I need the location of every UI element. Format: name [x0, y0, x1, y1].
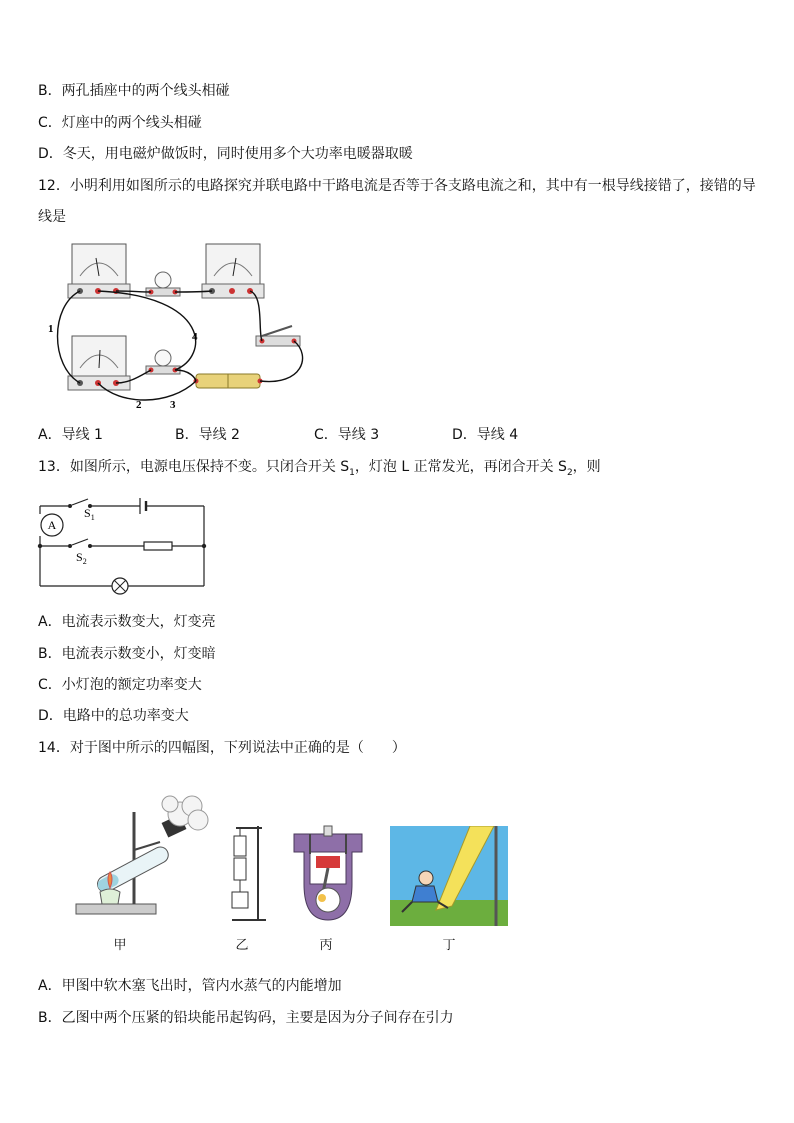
wire-label-3: 3 [170, 399, 176, 411]
option-b-prev: B．两孔插座中的两个线头相碰 [38, 83, 230, 99]
q13-option-c: C．小灯泡的额定功率变大 [38, 677, 202, 693]
figure-bing-engine [288, 824, 368, 926]
q14-option-b: B．乙图中两个压紧的铅块能吊起钩码，主要是因为分子间存在引力 [38, 1010, 454, 1026]
option-c-prev: C．灯座中的两个线头相碰 [38, 115, 202, 131]
ammeter-symbol [41, 514, 63, 536]
q12-stem-line1: 12．小明利用如图所示的电路探究并联电路中干路电流是否等于各支路电流之和，其中有一根导线接错了，接错的导 [38, 178, 756, 194]
q12-option-c: C．导线 3 [314, 427, 380, 443]
switch2-contact [88, 544, 92, 548]
switch1-label: $S_1$ [84, 506, 95, 522]
figure-yi-lead-blocks [222, 820, 270, 926]
q13-stem-s1-sub: 1 [349, 467, 355, 478]
lamp-symbol [112, 578, 128, 594]
q12-option-a: A．导线 1 [38, 427, 103, 443]
option-d-prev: D．冬天，用电磁炉做饭时，同时使用多个大功率电暖器取暖 [38, 146, 413, 162]
q13-stem-part1: 13．如图所示，电源电压保持不变。只闭合开关 S [38, 459, 350, 475]
q13-option-a: A．电流表示数变大，灯变亮 [38, 614, 216, 630]
q13-option-d: D．电路中的总功率变大 [38, 708, 189, 724]
q13-stem-part3: ，则 [572, 459, 601, 475]
battery-symbol [140, 498, 146, 514]
resistor-symbol [144, 542, 172, 550]
q14-stem: 14．对于图中所示的四幅图，下列说法中正确的是（ ） [38, 740, 406, 756]
figure-ding-slide [390, 826, 508, 926]
switch2-label: $S_2$ [76, 550, 87, 566]
q13-stem-s2-sub: 2 [566, 467, 573, 478]
junction-right [202, 544, 206, 548]
caption-jia: 甲 [113, 938, 127, 953]
caption-bing: 丙 [319, 938, 333, 953]
figure-jia-test-tube [72, 792, 212, 924]
caption-ding: 丁 [442, 938, 456, 953]
junction-left [38, 544, 42, 548]
q12-option-d: D．导线 4 [452, 427, 519, 443]
switch2-pivot [68, 544, 72, 548]
q13-option-b: B．电流表示数变小，灯变暗 [38, 646, 216, 662]
q13-stem [38, 457, 601, 483]
q12-option-b: B．导线 2 [175, 427, 240, 443]
wire-label-4: 4 [192, 331, 198, 343]
ammeter-top-right [202, 244, 264, 298]
q12-stem-line2: 线是 [38, 209, 66, 225]
caption-yi: 乙 [235, 938, 249, 953]
bulb-top [146, 272, 180, 296]
q14-option-a: A．甲图中软木塞飞出时，管内水蒸气的内能增加 [38, 978, 342, 994]
ammeter-label: A [47, 518, 57, 532]
q13-stem-part2: ，灯泡 L 正常发光，再闭合开关 S [354, 459, 567, 475]
wire-label-2: 2 [136, 399, 142, 411]
q13-circuit-figure [36, 488, 208, 598]
ammeter-top-left [68, 244, 130, 298]
switch-device [256, 326, 300, 346]
battery-pack [194, 374, 263, 388]
switch1-pivot [68, 504, 72, 508]
q12-circuit-figure [40, 236, 310, 416]
wire-label-1: 1 [48, 323, 54, 335]
